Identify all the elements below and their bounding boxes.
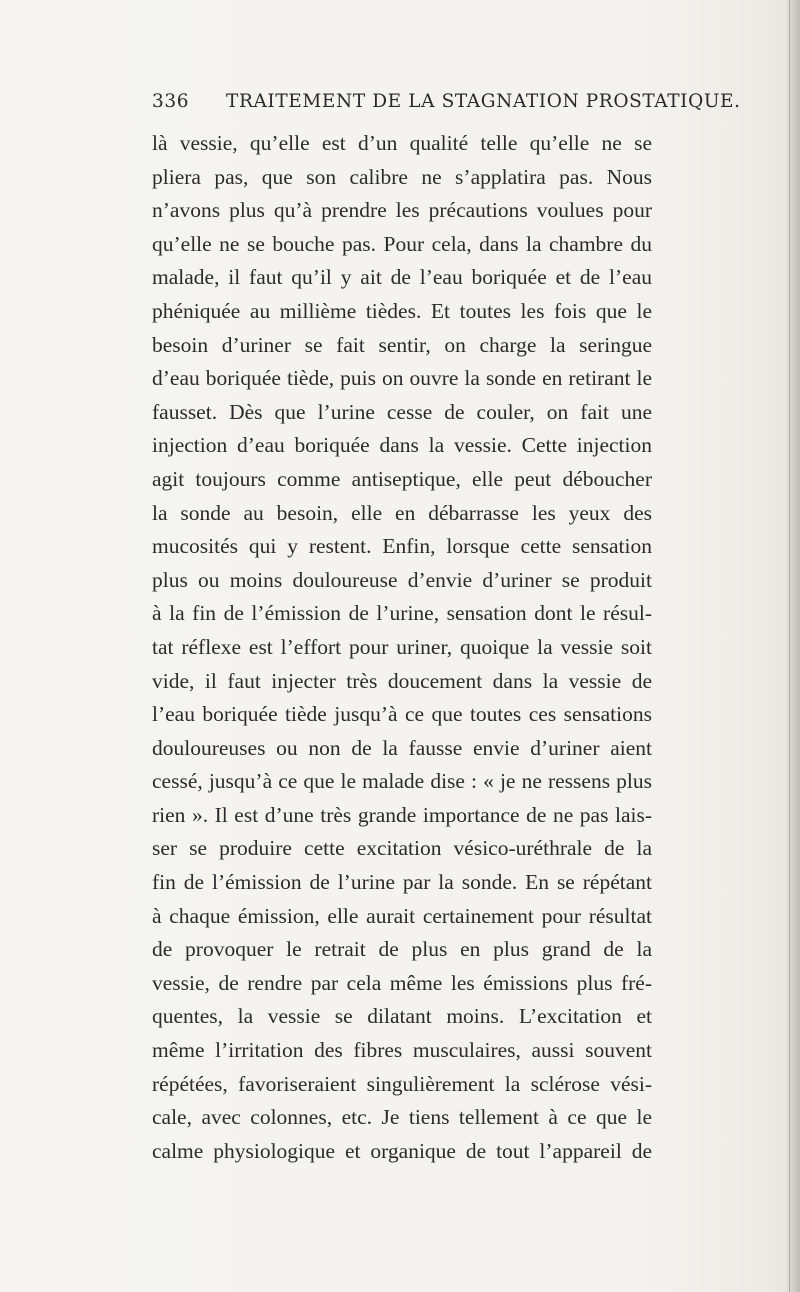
text-line: n’avons plus qu’à prendre les précautions voulues pour xyxy=(152,198,652,223)
text-line: besoin d’uriner se fait sentir, on charge la seringue xyxy=(152,332,652,357)
text-line: ser se produire cette excitation vésico-uréthrale de la xyxy=(152,836,652,861)
text-line: plus ou moins douloureuse d’envie d’uriner se produit xyxy=(152,567,652,592)
text-line: à la fin de l’émission de l’urine, sensation dont le résul- xyxy=(152,601,652,626)
text-line: quentes, la vessie se dilatant moins. L’excitation et xyxy=(152,1004,652,1029)
text-line: agit toujours comme antiseptique, elle peut déboucher xyxy=(152,466,652,491)
text-line: malade, il faut qu’il y ait de l’eau boriquée et de l’eau xyxy=(152,265,652,290)
text-line: vessie, de rendre par cela même les émissions plus fré- xyxy=(152,970,652,995)
text-line: la sonde au besoin, elle en débarrasse les yeux des xyxy=(152,500,652,525)
running-header xyxy=(152,91,741,121)
text-line: tat réflexe est l’effort pour uriner, quoique la vessie soit xyxy=(152,634,652,659)
text-line: cale, avec colonnes, etc. Je tiens tellement à ce que le xyxy=(152,1105,652,1130)
text-line: là vessie, qu’elle est d’un qualité telle qu’elle ne se xyxy=(152,131,652,155)
text-line: à chaque émission, elle aurait certainement pour résultat xyxy=(152,903,652,928)
text-line: l’eau boriquée tiède jusqu’à ce que toutes ces sensations xyxy=(152,702,652,727)
text-line: d’eau boriquée tiède, puis on ouvre la sonde en retirant le xyxy=(152,366,652,391)
text-line: même l’irritation des fibres musculaires, aussi souvent xyxy=(152,1038,652,1063)
text-line: vide, il faut injecter très doucement dans la vessie de xyxy=(152,668,652,693)
running-title: TRAITEMENT DE LA STAGNATION PROSTATIQUE. xyxy=(226,91,741,112)
text-line: douloureuses ou non de la fausse envie d’uriner aient xyxy=(152,735,652,760)
text-line: injection d’eau boriquée dans la vessie. Cette injection xyxy=(152,433,652,458)
body-text xyxy=(152,127,652,1168)
text-line: cessé, jusqu’à ce que le malade dise : « je ne ressens plus xyxy=(152,769,652,794)
text-line: calme physiologique et organique de tout l’appareil de xyxy=(152,1138,652,1163)
text-line: rien ». Il est d’une très grande importance de ne pas lais- xyxy=(152,802,652,827)
page-binding-line xyxy=(789,0,790,1292)
text-line: mucosités qui y restent. Enfin, lorsque cette sensation xyxy=(152,534,652,559)
text-line: qu’elle ne se bouche pas. Pour cela, dans la chambre du xyxy=(152,231,652,256)
text-line: pliera pas, que son calibre ne s’applatira pas. Nous xyxy=(152,164,652,189)
text-line: répétées, favoriseraient singulièrement la sclérose vési- xyxy=(152,1071,652,1096)
text-line: de provoquer le retrait de plus en plus grand de la xyxy=(152,937,652,962)
page-number: 336 xyxy=(152,91,190,112)
text-line: fausset. Dès que l’urine cesse de couler, on fait une xyxy=(152,399,652,424)
text-line: fin de l’émission de l’urine par la sonde. En se répétant xyxy=(152,870,652,895)
text-line: phéniquée au millième tièdes. Et toutes les fois que le xyxy=(152,298,652,323)
